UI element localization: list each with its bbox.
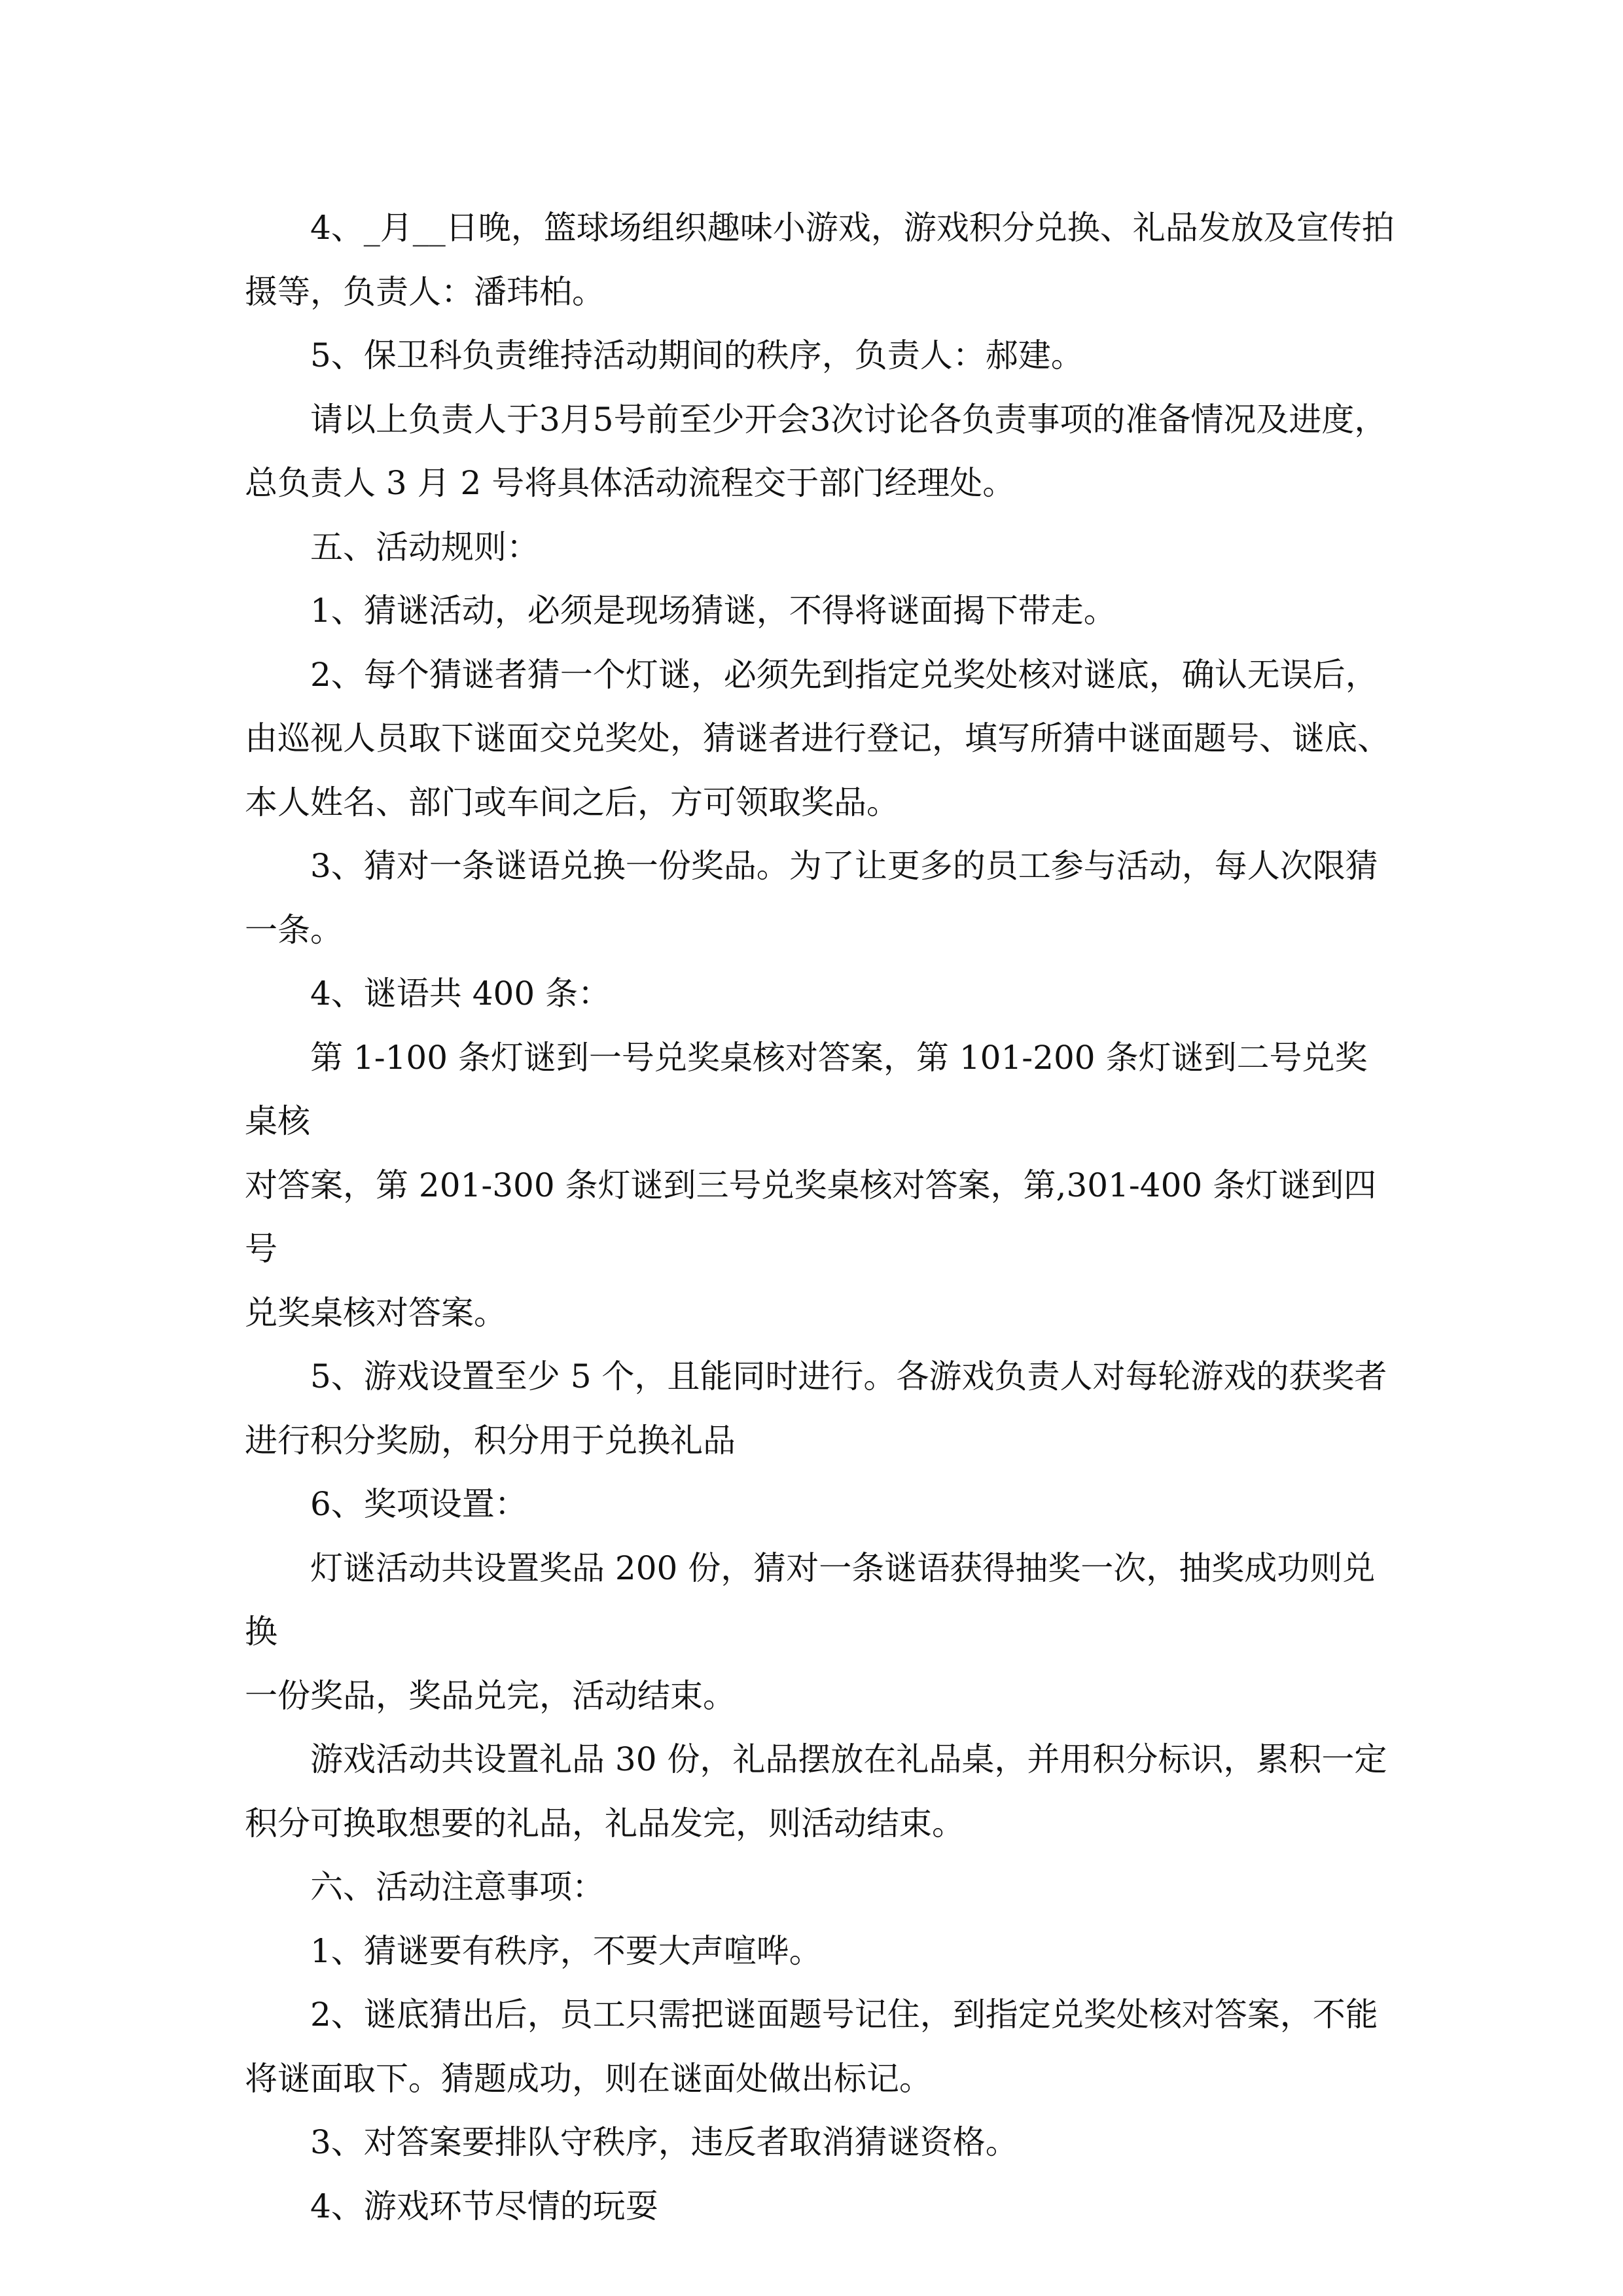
text-line: 5、保卫科负责维持活动期间的秩序，负责人：郝建。 — [310, 336, 1084, 374]
text-line: 1、猜谜要有秩序，不要大声喧哗。 — [310, 1931, 822, 1970]
text-line: 3、对答案要排队守秩序，违反者取消猜谜资格。 — [310, 2123, 1018, 2161]
text-line: 一份奖品，奖品兑完，活动结束。 — [245, 1676, 736, 1715]
text-line: 第 1-100 条灯谜到一号兑奖桌核对答案，第 101-200 条灯谜到二号兑奖桌核 — [245, 1038, 1368, 1140]
document-body — [245, 196, 1397, 2238]
section-heading: 六、活动注意事项： — [310, 1868, 605, 1906]
text-line: 4、游戏环节尽情的玩耍 — [310, 2187, 658, 2225]
text-line: 一条。 — [245, 910, 343, 949]
text-line: 本人姓名、部门或车间之后，方可领取奖品。 — [245, 783, 899, 821]
text-line: 将谜面取下。猜题成功，则在谜面处做出标记。 — [245, 2059, 932, 2098]
text-line: 1、猜谜活动，必须是现场猜谜，不得将谜面揭下带走。 — [310, 592, 1116, 630]
section-heading: 五、活动规则： — [310, 528, 539, 566]
text-line: 请以上负责人于3月5号前至少开会3次讨论各负责事项的准备情况及进度， — [310, 400, 1387, 439]
text-line: 进行积分奖励，积分用于兑换礼品 — [245, 1421, 736, 1460]
text-line: 6、奖项设置： — [310, 1485, 527, 1523]
text-line: 4、谜语共 400 条： — [310, 975, 611, 1013]
text-line: 灯谜活动共设置奖品 200 份，猜对一条谜语获得抽奖一次，抽奖成功则兑换 — [245, 1549, 1376, 1651]
text-line: 5、游戏设置至少 5 个，且能同时进行。各游戏负责人对每轮游戏的获奖者 — [310, 1357, 1387, 1395]
text-line: 兑奖桌核对答案。 — [245, 1293, 507, 1332]
text-line: 2、谜底猜出后，员工只需把谜面题号记住，到指定兑奖处核对答案，不能 — [310, 1996, 1378, 2034]
text-line: 4、_月__日晚，篮球场组织趣味小游戏，游戏积分兑换、礼品发放及宣传拍 — [310, 209, 1395, 247]
text-line: 游戏活动共设置礼品 30 份，礼品摆放在礼品桌，并用积分标识，累积一定 — [310, 1740, 1387, 1778]
text-line: 总负责人 3 月 2 号将具体活动流程交于部门经理处。 — [245, 464, 1016, 502]
text-line: 对答案，第 201-300 条灯谜到三号兑奖桌核对答案，第,301-400 条灯谜到四号 — [245, 1166, 1377, 1268]
text-line: 3、猜对一条谜语兑换一份奖品。为了让更多的员工参与活动，每人次限猜 — [310, 847, 1378, 885]
text-line: 摄等，负责人：潘玮柏。 — [245, 272, 605, 311]
text-line: 2、每个猜谜者猜一个灯谜，必须先到指定兑奖处核对谜底，确认无误后， — [310, 655, 1378, 694]
text-line: 由巡视人员取下谜面交兑奖处，猜谜者进行登记，填写所猜中谜面题号、谜底、 — [245, 719, 1390, 757]
text-line: 积分可换取想要的礼品，礼品发完，则活动结束。 — [245, 1804, 965, 1842]
